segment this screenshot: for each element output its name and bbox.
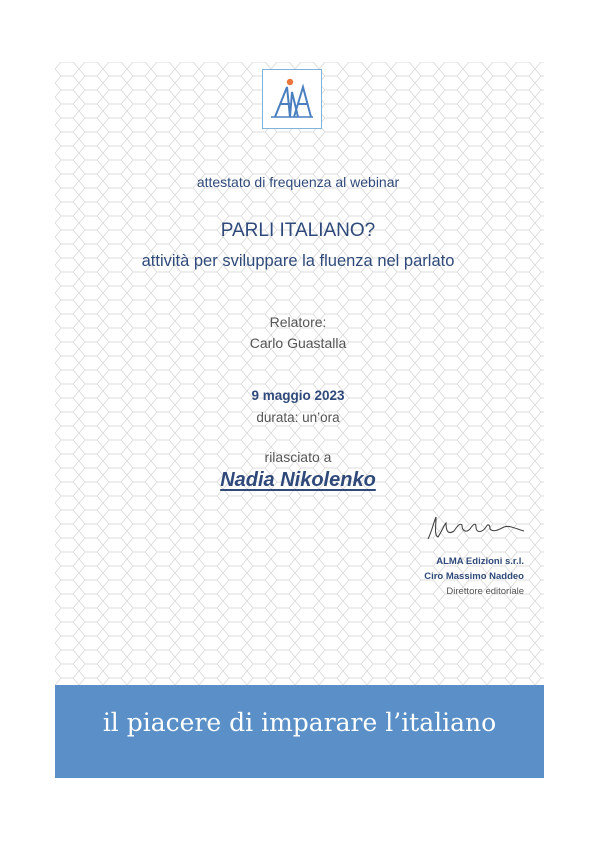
handwritten-signature [424, 513, 534, 543]
webinar-duration: durata: un’ora [256, 410, 340, 425]
signatory-company: ALMA Edizioni s.r.l. [436, 556, 524, 567]
signatory-name: Ciro Massimo Naddeo [424, 571, 524, 582]
tagline-banner [55, 685, 544, 778]
signatory-role: Direttore editoriale [446, 586, 524, 597]
issued-label: rilasciato a [264, 449, 332, 465]
speaker-name: Carlo Guastalla [249, 335, 347, 351]
alma-logo [262, 69, 322, 129]
webinar-topic: attività per sviluppare la fluenza nel parlato [141, 252, 455, 270]
banner-tagline: il piacere di imparare l’italiano [102, 708, 497, 737]
speaker-label: Relatore: [269, 314, 327, 330]
recipient-name: Nadia Nikolenko [220, 469, 376, 491]
webinar-date: 9 maggio 2023 [251, 388, 345, 403]
certificate-subtitle: attestato di frequenza al webinar [196, 174, 400, 190]
webinar-title: PARLI ITALIANO? [220, 220, 376, 241]
